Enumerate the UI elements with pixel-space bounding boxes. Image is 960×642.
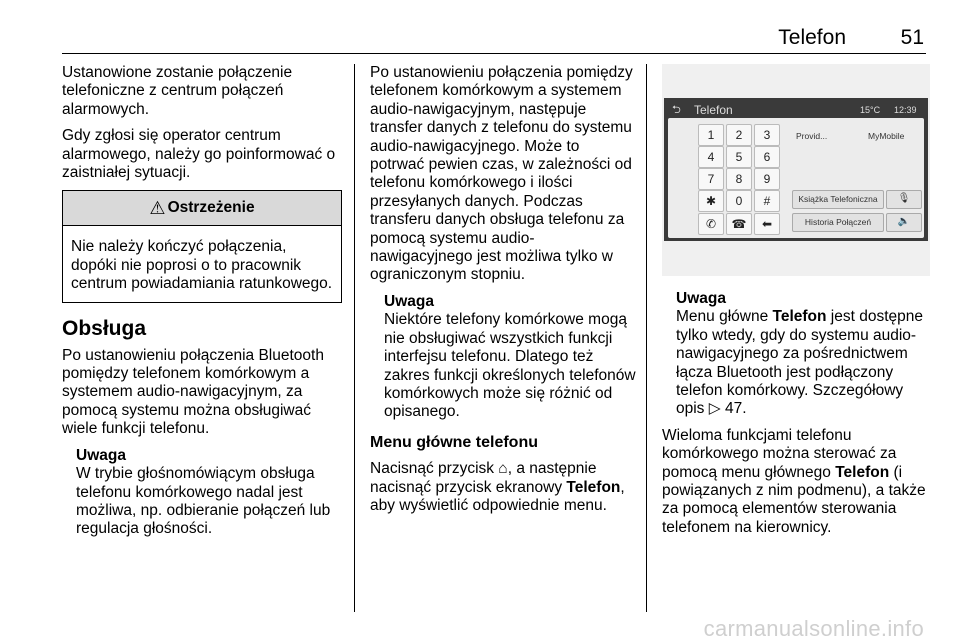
screen-illustration (662, 64, 930, 276)
call-icon[interactable]: ✆ (698, 213, 724, 235)
column-divider (646, 64, 647, 612)
paragraph (662, 427, 930, 537)
paragraph: Po ustanowieniu połączenia Bluetooth pomiędzy telefonem komórkowym a systemem audio-nawigacyjnym, za pomocą systemu można obsługiwać wiele funkcji telefonu. (62, 346, 324, 438)
backspace-icon[interactable]: ⬅ (754, 213, 780, 235)
provider-right: MyMobile (868, 131, 905, 141)
back-icon[interactable]: ⮌ (672, 104, 681, 116)
temperature: 15°C (860, 105, 881, 115)
key-9[interactable]: 9 (754, 168, 780, 190)
middle-column (370, 64, 636, 523)
page-number: 51 (900, 26, 924, 49)
watermark: carmanualsonline.info (703, 616, 924, 641)
paragraph: Gdy zgłosi się operator centrum alarmowego, należy go poinformować o zaistniałej sytuacji. (62, 127, 336, 182)
screen-title: Telefon (694, 103, 733, 117)
speaker-icon[interactable]: 🔈 (886, 213, 922, 232)
phone-panel (668, 118, 924, 238)
left-column (62, 64, 342, 547)
key-7[interactable]: 7 (698, 168, 724, 190)
key-4[interactable]: 4 (698, 146, 724, 168)
page-header (0, 26, 960, 52)
key-6[interactable]: 6 (754, 146, 780, 168)
bold-term: Telefon (566, 478, 621, 496)
paragraph: Ustanowione zostanie połączenie telefoniczne z centrum połączeń alarmowych. (62, 64, 293, 118)
key-5[interactable]: 5 (726, 146, 752, 168)
note-body (676, 308, 930, 418)
hangup-icon[interactable]: ☎ (726, 213, 752, 235)
home-icon: ⌂ (498, 460, 508, 478)
page-ref-icon: ▷ (708, 400, 721, 418)
provider-left: Provid... (796, 131, 828, 141)
subsection-heading: Menu główne telefonu (370, 433, 538, 451)
warning-body: Nie należy kończyć połączenia, dopóki nie poprosi o to pracownik centrum powiadamiania ratunkowego. (71, 238, 333, 293)
text: Menu główne (676, 308, 769, 326)
bold-term: Telefon (772, 308, 827, 326)
paragraph (370, 460, 636, 515)
note-body: W trybie głośnomówiącym obsługa telefonu komórkowego nadal jest możliwa, np. odbieranie połączeń lub regulacja głośności. (76, 465, 331, 538)
column-divider (354, 64, 355, 612)
note (76, 447, 342, 539)
note (676, 290, 930, 419)
text: Wieloma funkcjami telefonu komórkowego można sterować za pomocą menu głównego (662, 426, 897, 481)
mute-mic-icon[interactable]: 🎙 (886, 190, 922, 209)
key-3[interactable]: 3 (754, 124, 780, 146)
warning-header (63, 191, 341, 226)
paragraph: Po ustanowieniu połączenia pomiędzy telefonem komórkowym a systemem audio-nawigacyjnym, następuje transfer danych z telefonu do systemu audio-nawigacyjnego. Może to potrwać pewien czas, w zależności od telefonu komórkowego i ilości przesyłanych danych. Podczas transferu danych obsługa telefonu za pomocą systemu audio-nawigacyjnego jest możliwa tylko w ograniczonym stopniu. (370, 64, 633, 284)
key-0[interactable]: 0 (726, 190, 752, 212)
right-column (662, 64, 930, 545)
key-star[interactable]: ✱ (698, 190, 724, 212)
note-title: Uwaga (384, 292, 434, 310)
call-history-button[interactable]: Historia Połączeń (792, 213, 884, 232)
text: , aby wyświetlić odpowiednie menu. (370, 478, 625, 514)
note-title: Uwaga (676, 290, 726, 307)
screen-status-bar (664, 98, 928, 116)
key-1[interactable]: 1 (698, 124, 724, 146)
key-8[interactable]: 8 (726, 168, 752, 190)
bold-term: Telefon (835, 463, 890, 481)
display-screen (664, 98, 928, 241)
key-hash[interactable]: # (754, 190, 780, 212)
header-rule (62, 53, 926, 54)
page-title: Telefon (778, 26, 846, 49)
warning-title: Ostrzeżenie (167, 199, 255, 217)
warning-box (62, 190, 342, 302)
text: jest dostępne tylko wtedy, gdy do systemu audio-nawigacyjnego za pośrednictwem łącza Bluetooth jest podłączony telefon komórkowy. Szczegółowy opis (676, 308, 924, 418)
section-heading: Obsługa (62, 316, 147, 340)
warning-icon: ⚠ (149, 198, 166, 219)
page-ref[interactable]: 47. (724, 400, 747, 418)
note-title: Uwaga (76, 446, 126, 464)
phonebook-button[interactable]: Książka Telefoniczna (792, 190, 884, 209)
text: , a następnie nacisnąć przycisk ekranowy (370, 460, 597, 496)
text: Nacisnąć przycisk (370, 460, 495, 478)
clock: 12:39 (894, 105, 917, 115)
text: (i powiązanych z nim podmenu), a także za pomocą elementów sterowania telefonem na kierownicy. (662, 463, 926, 536)
note (384, 293, 636, 422)
note-body: Niektóre telefony komórkowe mogą nie obsługiwać wszystkich funkcji interfejsu telefonu. Dlatego też zakres funkcji określonych telefonów komórkowych może się różnić od opisanego. (384, 311, 636, 421)
key-2[interactable]: 2 (726, 124, 752, 146)
